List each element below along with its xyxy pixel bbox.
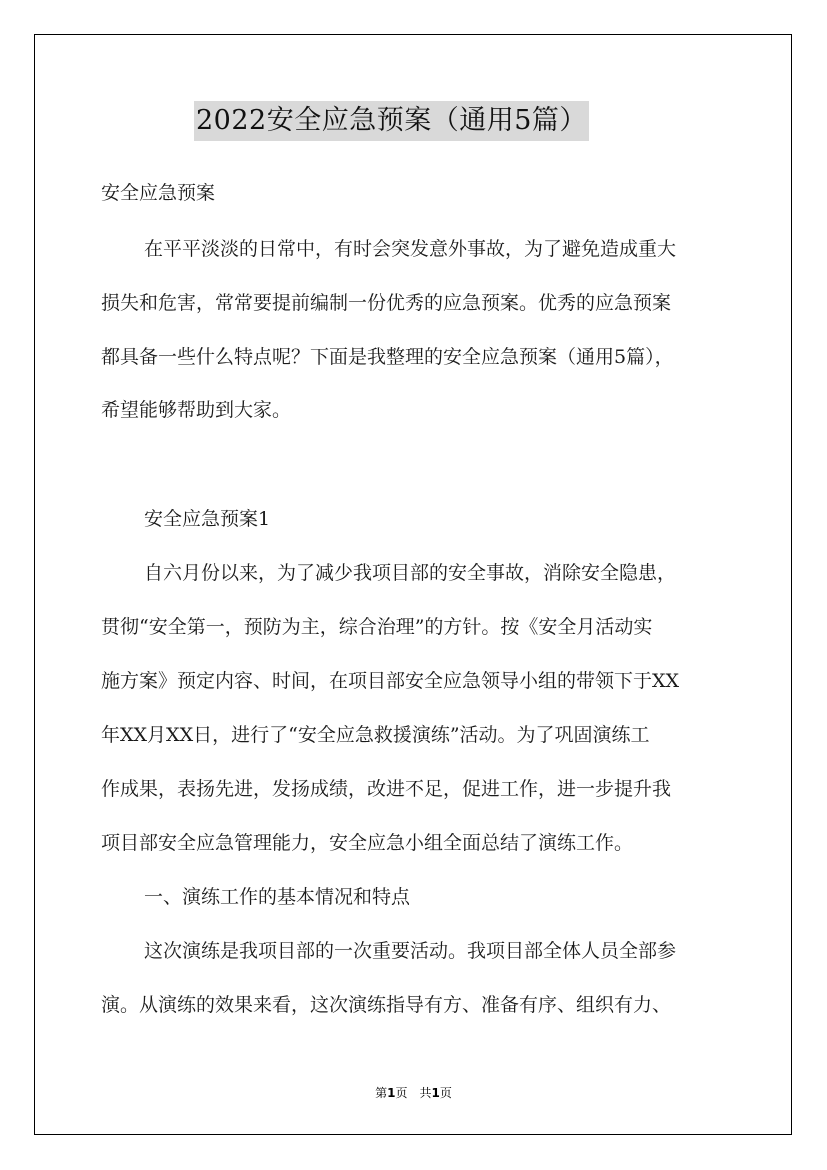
footer-page-number: 1 <box>387 1086 396 1100</box>
body-line: 演。从演练的效果来看，这次演练指导有方、准备有序、组织有力、 <box>101 994 672 1016</box>
subheading: 一、演练工作的基本情况和特点 <box>144 886 411 908</box>
footer-page-mid: 页 <box>395 1086 408 1100</box>
chapter-line: 施方案》预定内容、时间，在项目部安全应急领导小组的带领下于XX <box>101 670 680 692</box>
chapter-heading: 安全应急预案1 <box>144 508 271 530</box>
chapter-line: 年XX月XX日，进行了“安全应急救援演练”活动。为了巩固演练工 <box>101 724 650 746</box>
intro-line: 在平平淡淡的日常中，有时会突发意外事故，为了避免造成重大 <box>144 238 677 260</box>
body-line: 这次演练是我项目部的一次重要活动。我项目部全体人员全部参 <box>144 940 677 962</box>
chapter-line: 项目部安全应急管理能力，安全应急小组全面总结了演练工作。 <box>101 832 634 854</box>
section-label: 安全应急预案 <box>101 182 216 204</box>
footer-page-prefix: 第 <box>375 1086 388 1100</box>
intro-line: 都具备一些什么特点呢？下面是我整理的安全应急预案（通用5篇）， <box>101 346 674 368</box>
footer-total-number: 1 <box>431 1086 440 1100</box>
chapter-line: 作成果，表扬先进，发扬成绩，改进不足，促进工作，进一步提升我 <box>101 778 672 800</box>
footer-total-suffix: 页 <box>439 1086 452 1100</box>
page-footer <box>0 1084 827 1101</box>
document-title: 2022安全应急预案（通用5篇） <box>194 101 589 141</box>
intro-line: 损失和危害，常常要提前编制一份优秀的应急预案。优秀的应急预案 <box>101 292 672 314</box>
chapter-line: 贯彻“安全第一，预防为主，综合治理”的方针。按《安全月活动实 <box>101 616 653 638</box>
chapter-line: 自六月份以来，为了减少我项目部的安全事故，消除安全隐患， <box>144 562 677 584</box>
footer-total-prefix: 共 <box>419 1086 432 1100</box>
intro-line: 希望能够帮助到大家。 <box>101 399 292 421</box>
